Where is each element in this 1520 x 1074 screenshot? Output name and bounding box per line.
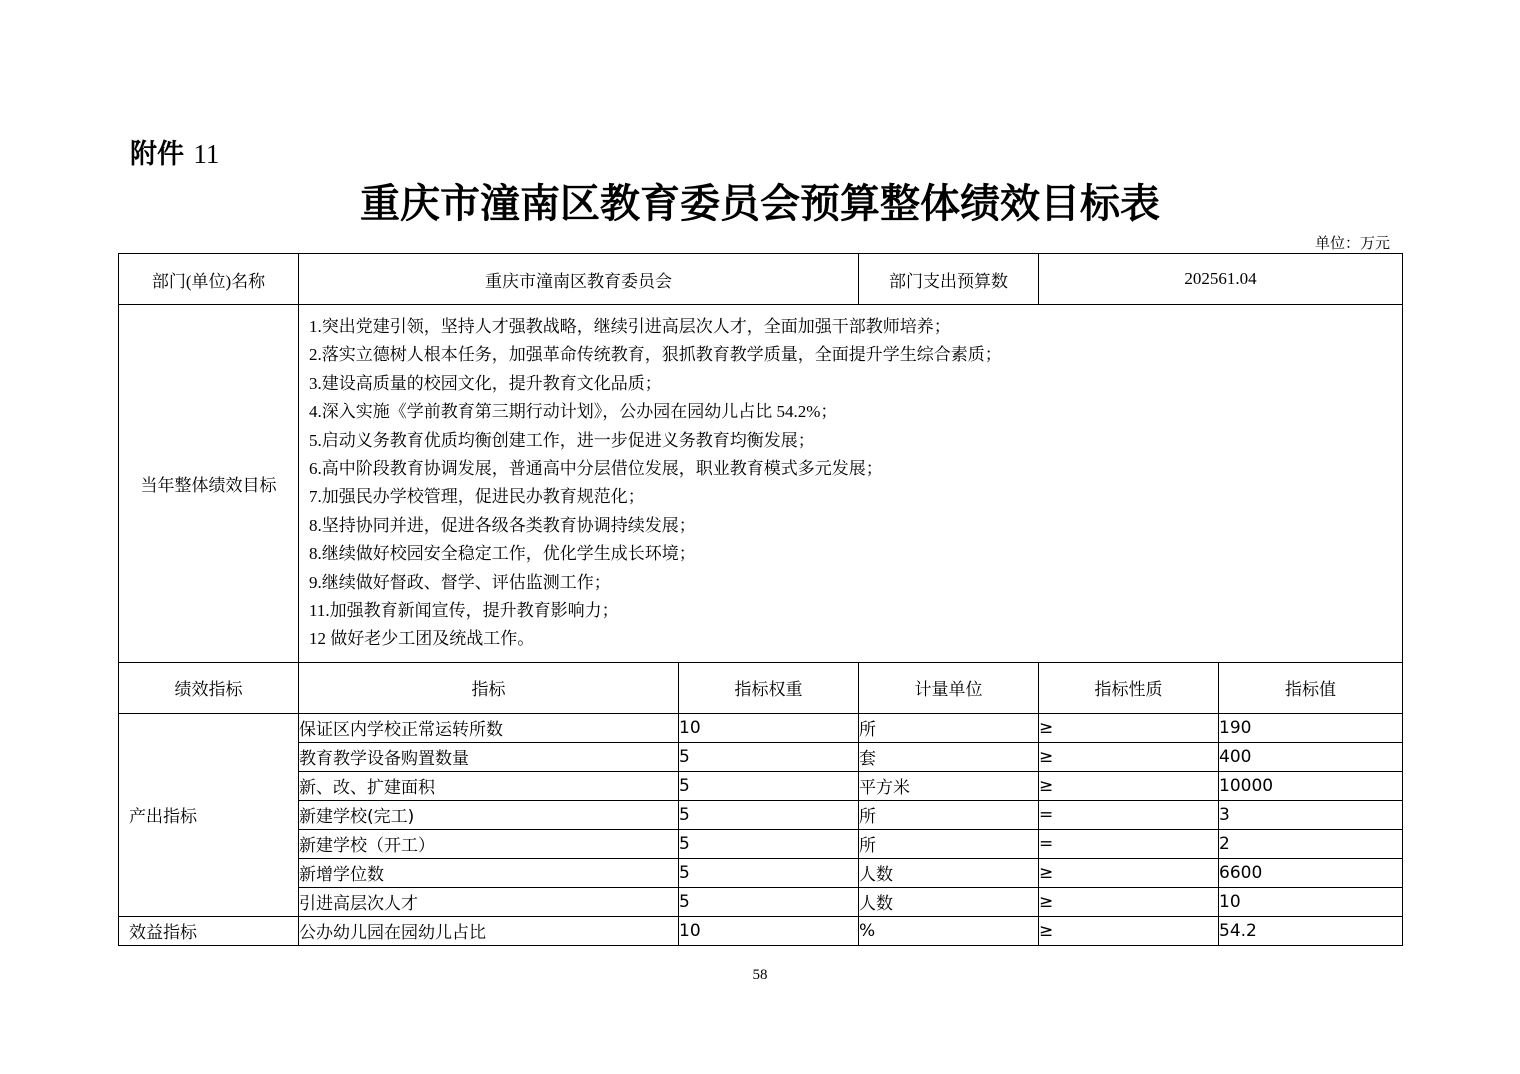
- header-weight: 指标权重: [679, 662, 859, 713]
- table-row: [119, 887, 1403, 916]
- header-value: 指标值: [1219, 662, 1403, 713]
- goal-item: 9.继续做好督政、督学、评估监测工作；: [309, 572, 611, 592]
- budget-value: 202561.04: [1039, 254, 1403, 305]
- value-cell: 190: [1219, 713, 1403, 742]
- goal-item: 12 做好老少工团及统战工作。: [309, 629, 535, 649]
- category-cell: 产出指标: [119, 713, 299, 916]
- indicator-header-row: [119, 662, 1403, 713]
- unit-cell: 所: [859, 829, 1039, 858]
- table-row: [119, 800, 1403, 829]
- dept-name-value: 重庆市潼南区教育委员会: [299, 254, 859, 305]
- value-cell: 10: [1219, 887, 1403, 916]
- weight-cell: 5: [679, 829, 859, 858]
- unit-cell: 所: [859, 800, 1039, 829]
- attachment-label: [130, 132, 219, 171]
- table-row: [119, 916, 1403, 945]
- nature-cell: ≥: [1039, 916, 1219, 945]
- unit-cell: %: [859, 916, 1039, 945]
- page-number: 58: [752, 967, 768, 983]
- goals-row: [119, 305, 1403, 663]
- weight-cell: 5: [679, 858, 859, 887]
- weight-cell: 5: [679, 771, 859, 800]
- nature-cell: ≥: [1039, 771, 1219, 800]
- goals-label: 当年整体绩效目标: [119, 305, 299, 663]
- indicator-cell: 新建学校（开工）: [299, 829, 679, 858]
- nature-cell: =: [1039, 829, 1219, 858]
- budget-label: 部门支出预算数: [859, 254, 1039, 305]
- goal-item: 11.加强教育新闻宣传，提升教育影响力；: [309, 601, 619, 621]
- page-title: 重庆市潼南区教育委员会预算整体绩效目标表: [360, 180, 1160, 227]
- goal-item: 4.深入实施《学前教育第三期行动计划》，公办园在园幼儿占比 54.2%；: [309, 402, 838, 422]
- unit-cell: 人数: [859, 858, 1039, 887]
- table-row: [119, 829, 1403, 858]
- indicator-cell: 新增学位数: [299, 858, 679, 887]
- weight-cell: 5: [679, 887, 859, 916]
- attachment-number: 11: [193, 139, 220, 169]
- unit-cell: 平方米: [859, 771, 1039, 800]
- unit-cell: 套: [859, 742, 1039, 771]
- indicator-cell: 引进高层次人才: [299, 887, 679, 916]
- dept-name-label: 部门(单位)名称: [119, 254, 299, 305]
- table-row: [119, 858, 1403, 887]
- weight-cell: 5: [679, 800, 859, 829]
- performance-table: [118, 253, 1403, 946]
- weight-cell: 5: [679, 742, 859, 771]
- goal-item: 8.坚持协同并进，促进各级各类教育协调持续发展；: [309, 515, 696, 535]
- indicator-cell: 保证区内学校正常运转所数: [299, 713, 679, 742]
- nature-cell: ≥: [1039, 742, 1219, 771]
- value-cell: 400: [1219, 742, 1403, 771]
- goals-list: [299, 305, 1403, 663]
- value-cell: 6600: [1219, 858, 1403, 887]
- nature-cell: ≥: [1039, 713, 1219, 742]
- table-row: [119, 742, 1403, 771]
- value-cell: 54.2: [1219, 916, 1403, 945]
- table-row: [119, 771, 1403, 800]
- goal-item: 5.启动义务教育优质均衡创建工作，进一步促进义务教育均衡发展；: [309, 430, 815, 450]
- weight-cell: 10: [679, 916, 859, 945]
- goal-item: 6.高中阶段教育协调发展，普通高中分层借位发展，职业教育模式多元发展；: [309, 459, 883, 479]
- unit-cell: 所: [859, 713, 1039, 742]
- indicator-cell: 教育教学设备购置数量: [299, 742, 679, 771]
- table-row: [119, 713, 1403, 742]
- goal-item: 3.建设高质量的校园文化，提升教育文化品质；: [309, 373, 662, 393]
- nature-cell: ≥: [1039, 887, 1219, 916]
- header-category: 绩效指标: [119, 662, 299, 713]
- indicator-cell: 新、改、扩建面积: [299, 771, 679, 800]
- unit-cell: 人数: [859, 887, 1039, 916]
- goal-item: 7.加强民办学校管理，促进民办教育规范化；: [309, 487, 645, 507]
- value-cell: 10000: [1219, 771, 1403, 800]
- value-cell: 2: [1219, 829, 1403, 858]
- indicator-cell: 公办幼儿园在园幼儿占比: [299, 916, 679, 945]
- nature-cell: ≥: [1039, 858, 1219, 887]
- goal-item: 8.继续做好校园安全稳定工作，优化学生成长环境；: [309, 544, 696, 564]
- header-indicator: 指标: [299, 662, 679, 713]
- department-row: [119, 254, 1403, 305]
- weight-cell: 10: [679, 713, 859, 742]
- value-cell: 3: [1219, 800, 1403, 829]
- header-unit: 计量单位: [859, 662, 1039, 713]
- attachment-word: 附件: [130, 139, 184, 170]
- header-nature: 指标性质: [1039, 662, 1219, 713]
- category-cell: 效益指标: [119, 916, 299, 945]
- unit-note: 单位：万元: [1314, 236, 1390, 252]
- goal-item: 2.落实立德树人根本任务，加强革命传统教育，狠抓教育教学质量，全面提升学生综合素质；: [309, 345, 1002, 365]
- nature-cell: =: [1039, 800, 1219, 829]
- goal-item: 1.突出党建引领，坚持人才强教战略，继续引进高层次人才，全面加强干部教师培养；: [309, 317, 951, 336]
- indicator-cell: 新建学校(完工): [299, 800, 679, 829]
